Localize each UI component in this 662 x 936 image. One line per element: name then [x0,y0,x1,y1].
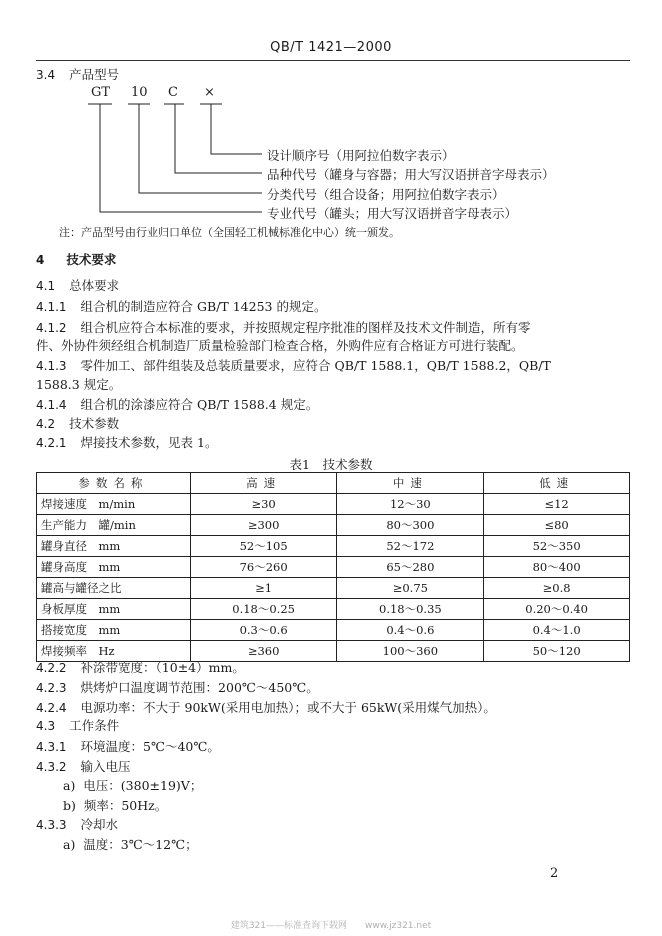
param-name: 身板厚度 mm [37,599,191,620]
clause-text: 烘烤炉口温度调节范围：200℃～450℃。 [80,680,319,695]
high-value: ≥360 [190,641,337,662]
item-4-3-2-a [63,778,202,794]
list-text: 温度：3℃～12℃； [83,837,198,852]
table-row [37,578,630,599]
technical-parameters-table [36,472,630,662]
section-number: 3.4 [36,68,56,82]
table-row [37,599,630,620]
table-header-row [37,473,630,494]
model-part-c: C [168,85,178,100]
header-mid-speed: 中速 [337,473,484,494]
clause-text: 环境温度：5℃～40℃。 [80,739,220,754]
model-part-10: 10 [131,85,148,100]
table-row [37,641,630,662]
section-number: 4 [36,253,45,267]
watermark: 建筑321——标准查询下载网 www.jz321.net [230,921,432,931]
low-value: 0.20～0.40 [484,599,630,620]
clause-4-1-3-line2: 1588.3 规定。 [36,377,122,392]
model-note: 注：产品型号由行业归口单位（全国轻工机械标准化中心）统一颁发。 [59,226,400,239]
clause-title: 工作条件 [69,718,120,733]
table-row [37,515,630,536]
list-text: 频率：50Hz。 [83,798,168,813]
item-4-3-3-a [63,837,198,853]
low-value: 52～350 [484,536,630,557]
clause-text-line1: 组合机应符合本标准的要求，并按照规定程序批准的图样及技术文件制造，所有零 [80,320,531,335]
standard-code-header: QB/T 1421—2000 [270,40,392,55]
list-marker: a) [63,778,76,793]
header-high-speed: 高速 [190,473,337,494]
profession-code-desc: 专业代号（罐头；用大写汉语拼音字母表示） [267,206,518,221]
clause-number: 4.1.4 [36,398,67,412]
table-row [37,536,630,557]
clause-number: 4.2.3 [36,681,67,695]
high-value: 0.18～0.25 [190,599,337,620]
low-value: 80～400 [484,557,630,578]
mid-value: ≥0.75 [337,578,484,599]
list-marker: b) [63,798,76,813]
clause-4-3 [36,718,119,734]
param-name: 罐身直径 mm [37,536,191,557]
mid-value: 52～172 [337,536,484,557]
clause-text: 组合机的涂漆应符合 QB/T 1588.4 规定。 [80,397,319,412]
clause-4-3-1 [36,739,220,755]
clause-4-2 [36,416,119,432]
clause-4-1-2-line2: 件、外协件须经组合机制造厂质量检验部门检查合格，外购件应有合格证方可进行装配。 [36,338,524,353]
low-value: ≤80 [484,515,630,536]
clause-text: 电源功率：不大于 90kW(采用电加热）；或不大于 65kW(采用煤气加热）。 [80,700,496,715]
clause-4-2-3 [36,680,319,696]
table-caption: 表1 技术参数 [289,457,373,472]
clause-number: 4.1.2 [36,321,67,335]
high-value: 76～260 [190,557,337,578]
clause-4-2-1 [36,435,217,451]
model-part-x: × [204,85,215,100]
mid-value: 12～30 [337,494,484,515]
clause-number: 4.3 [36,719,56,733]
clause-4-1-2 [36,320,531,336]
clause-number: 4.1.3 [36,359,67,373]
clause-number: 4.2.1 [36,436,67,450]
param-name: 搭接宽度 mm [37,620,191,641]
clause-title: 冷却水 [80,817,119,832]
clause-4-3-3 [36,817,118,833]
mid-value: 65～280 [337,557,484,578]
mid-value: 0.4～0.6 [337,620,484,641]
param-name: 焊接速度 m/min [37,494,191,515]
high-value: 52～105 [190,536,337,557]
clause-4-2-4 [36,700,496,716]
param-name: 罐身高度 mm [37,557,191,578]
param-name: 罐高与罐径之比 [37,578,191,599]
page-number: 2 [550,866,559,881]
clause-number: 4.3.1 [36,740,67,754]
low-value: ≤12 [484,494,630,515]
clause-4-1-1 [36,299,326,315]
clause-text: 组合机的制造应符合 GB/T 14253 的规定。 [80,299,327,314]
clause-number: 4.3.2 [36,760,67,774]
high-value: ≥1 [190,578,337,599]
list-marker: a) [63,837,76,852]
header-param-name: 参数名称 [37,473,191,494]
table-row [37,494,630,515]
clause-4-1 [36,278,119,294]
clause-number: 4.1.1 [36,300,67,314]
mid-value: 0.18～0.35 [337,599,484,620]
clause-title: 总体要求 [69,278,120,293]
section-title: 产品型号 [69,67,120,82]
list-text: 电压：(380±19)V； [83,778,203,793]
low-value: 50～120 [484,641,630,662]
clause-number: 4.2 [36,417,56,431]
clause-4-2-2 [36,660,245,676]
low-value: 0.4～1.0 [484,620,630,641]
param-name: 焊接频率 Hz [37,641,191,662]
high-value: ≥300 [190,515,337,536]
variety-code-desc: 品种代号（罐身与容器；用大写汉语拼音字母表示） [267,167,555,182]
high-value: 0.3～0.6 [190,620,337,641]
section-title: 技术要求 [66,252,117,267]
high-value: ≥30 [190,494,337,515]
clause-4-1-3 [36,358,551,374]
clause-text: 补涂带宽度：（10±4）mm。 [80,660,245,675]
design-sequence-code-desc: 设计顺序号（用阿拉伯数字表示） [267,148,455,163]
param-name: 生产能力 罐/min [37,515,191,536]
header-low-speed: 低速 [484,473,630,494]
clause-number: 4.2.2 [36,661,67,675]
category-code-desc: 分类代号（组合设备；用阿拉伯数字表示） [267,187,505,202]
clause-title: 输入电压 [80,759,131,774]
clause-number: 4.2.4 [36,701,67,715]
table-row [37,557,630,578]
clause-number: 4.1 [36,279,56,293]
model-part-gt: GT [91,85,111,100]
mid-value: 100～360 [337,641,484,662]
section-4-heading [36,252,116,268]
clause-title: 技术参数 [69,416,120,431]
clause-4-3-2 [36,759,131,775]
clause-text: 焊接技术参数，见表 1。 [80,435,218,450]
table-row [37,620,630,641]
clause-text-line1: 零件加工、部件组装及总装质量要求，应符合 QB/T 1588.1，QB/T 1588.2，QB/T [80,358,551,373]
clause-4-1-4 [36,397,318,413]
low-value: ≥0.8 [484,578,630,599]
clause-number: 4.3.3 [36,818,67,832]
mid-value: 80～300 [337,515,484,536]
item-4-3-2-b [63,798,167,814]
